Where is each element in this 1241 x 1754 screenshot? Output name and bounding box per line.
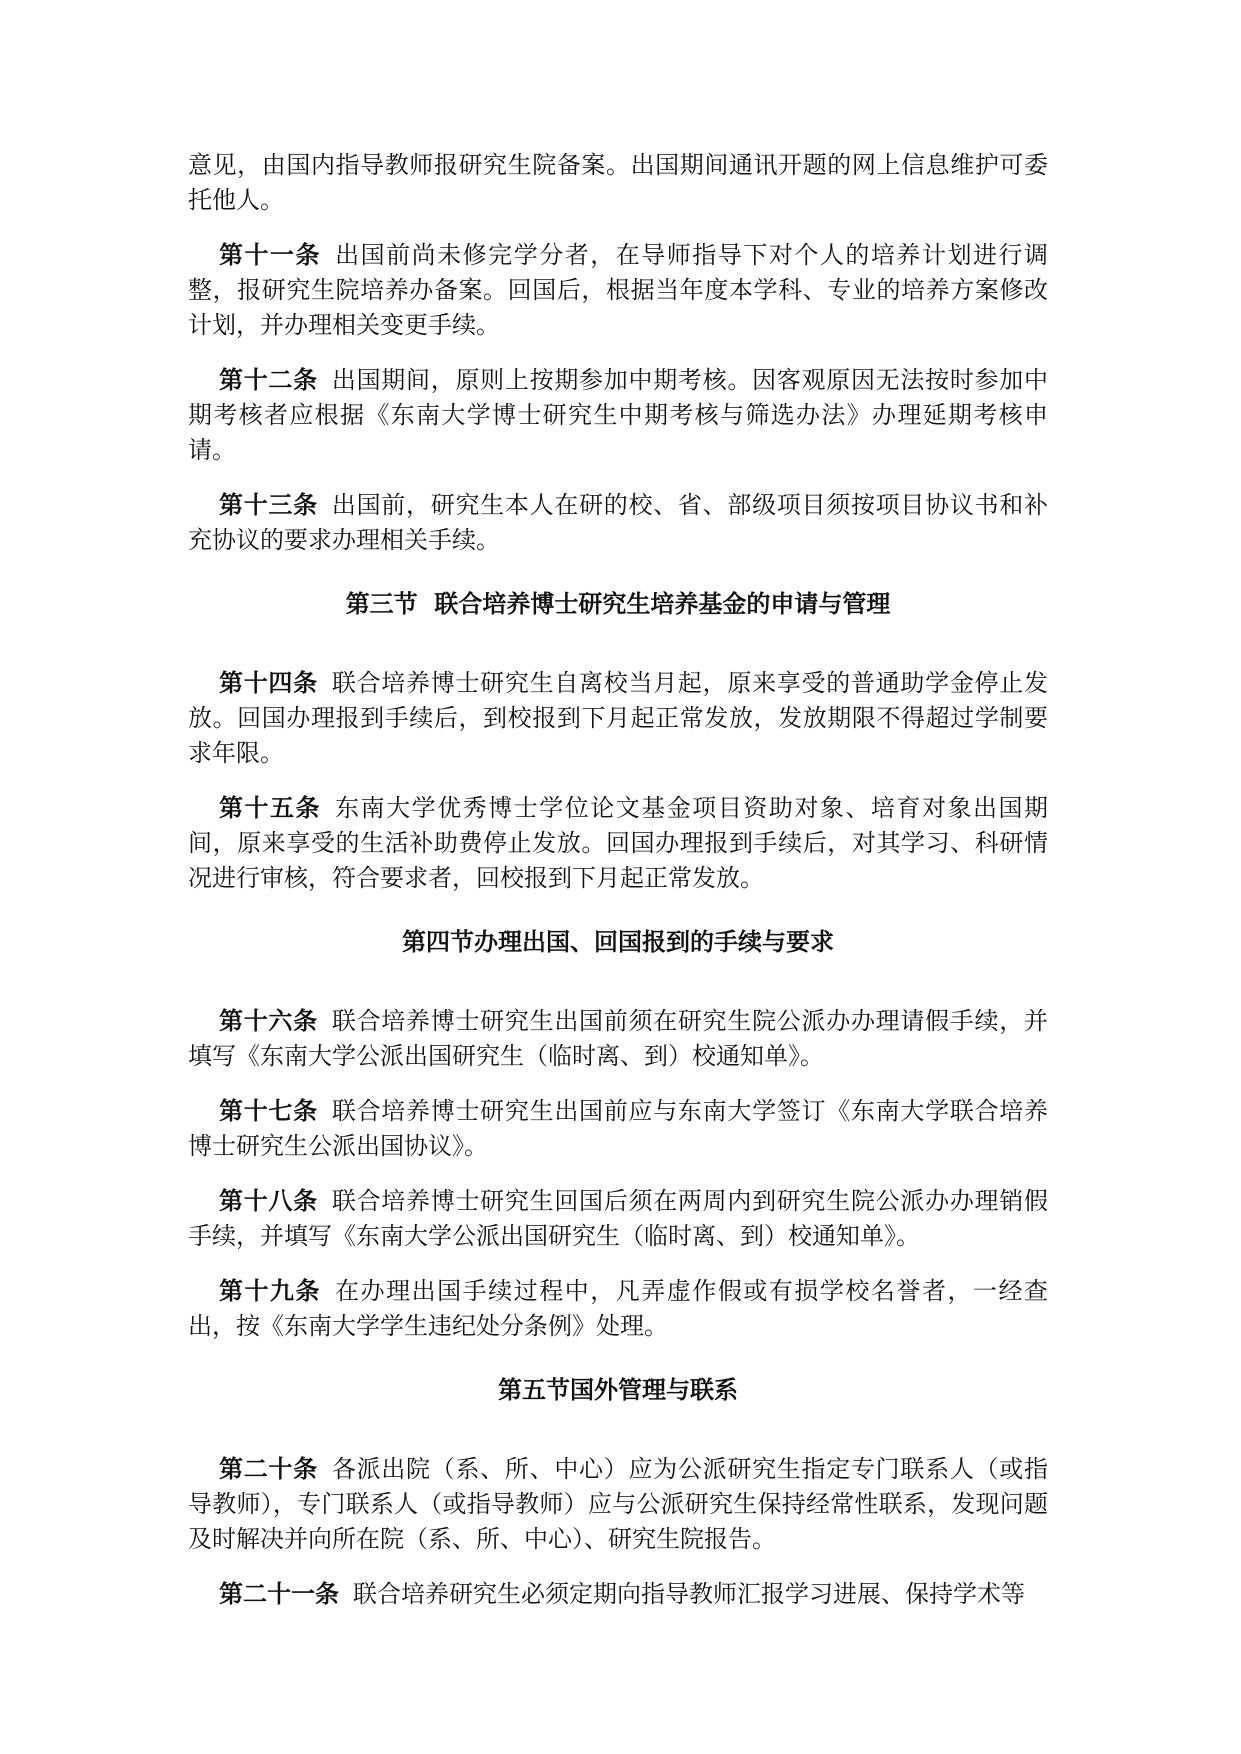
article-number: 第十二条 <box>219 365 318 394</box>
section-heading-text: 第五节国外管理与联系 <box>498 1375 738 1404</box>
article-text: 联合培养博士研究生自离校当月起，原来享受的普通助学金停止发放。回国办理报到手续后，到校报到下月起正常发放，发放期限不得超过学制要求年限。 <box>188 669 1048 767</box>
article-text: 东南大学优秀博士学位论文基金项目资助对象、培育对象出国期间，原来享受的生活补助费停止发放。回国办理报到手续后，对其学习、科研情况进行审核，符合要求者，回校报到下月起正常发放。 <box>188 794 1049 892</box>
article-number: 第十八条 <box>219 1186 318 1215</box>
article-text: 联合培养研究生必须定期向指导教师汇报学习进展、保持学术等 <box>353 1580 1025 1608</box>
article-text: 出国前尚未修完学分者，在导师指导下对个人的培养计划进行调整，报研究生院培养办备案。回国后，根据当年度本学科、专业的培养方案修改计划，并办理相关变更手续。 <box>188 241 1049 339</box>
article-11 <box>188 237 1048 343</box>
article-text: 各派出院（系、所、中心）应为公派研究生指定专门联系人（或指导教师），专门联系人（或指导教师）应与公派研究生保持经常性联系，发现问题及时解决并向所在院（系、所、中心）、研究生院报告。 <box>188 1455 1048 1553</box>
section-5-heading <box>188 1372 1048 1407</box>
article-14 <box>188 665 1048 771</box>
article-16 <box>188 1003 1048 1074</box>
article-number: 第二十一条 <box>219 1579 339 1608</box>
article-text: 联合培养博士研究生回国后须在两周内到研究生院公派办办理销假手续，并填写《东南大学公派出国研究生（临时离、到）校通知单》。 <box>188 1187 1048 1250</box>
article-21 <box>188 1576 1048 1612</box>
section-3-heading <box>188 586 1048 621</box>
section-4-heading <box>188 924 1048 959</box>
paragraph-continued <box>188 148 1048 218</box>
article-number: 第十四条 <box>219 668 318 697</box>
article-18 <box>188 1183 1048 1254</box>
article-17 <box>188 1093 1048 1164</box>
article-text: 联合培养博士研究生出国前须在研究生院公派办办理请假手续，并填写《东南大学公派出国研究生（临时离、到）校通知单》。 <box>188 1007 1048 1070</box>
article-number: 第十九条 <box>219 1276 322 1305</box>
article-number: 第十七条 <box>219 1096 318 1125</box>
article-number: 第十五条 <box>219 793 322 822</box>
article-number: 第十三条 <box>219 490 318 519</box>
section-heading-text: 第三节 联合培养博士研究生培养基金的申请与管理 <box>345 589 891 618</box>
article-number: 第十六条 <box>219 1006 318 1035</box>
article-text: 联合培养博士研究生出国前应与东南大学签订《东南大学联合培养博士研究生公派出国协议》。 <box>188 1097 1048 1160</box>
article-text: 在办理出国手续过程中，凡弄虚作假或有损学校名誉者，一经查出，按《东南大学学生违纪处分条例》处理。 <box>188 1277 1049 1340</box>
document-page <box>188 148 1048 1631</box>
article-19 <box>188 1273 1048 1344</box>
article-13 <box>188 487 1048 558</box>
article-text: 出国期间，原则上按期参加中期考核。因客观原因无法按时参加中期考核者应根据《东南大学博士研究生中期考核与筛选办法》办理延期考核申请。 <box>188 366 1048 464</box>
article-12 <box>188 362 1048 468</box>
article-number: 第二十条 <box>219 1454 318 1483</box>
article-15 <box>188 790 1048 896</box>
article-20 <box>188 1451 1048 1557</box>
section-heading-text: 第四节办理出国、回国报到的手续与要求 <box>402 927 834 956</box>
paragraph-text: 意见，由国内指导教师报研究生院备案。出国期间通讯开题的网上信息维护可委托他人。 <box>188 151 1048 214</box>
article-text: 出国前，研究生本人在研的校、省、部级项目须按项目协议书和补充协议的要求办理相关手续。 <box>188 491 1048 554</box>
article-number: 第十一条 <box>219 240 322 269</box>
